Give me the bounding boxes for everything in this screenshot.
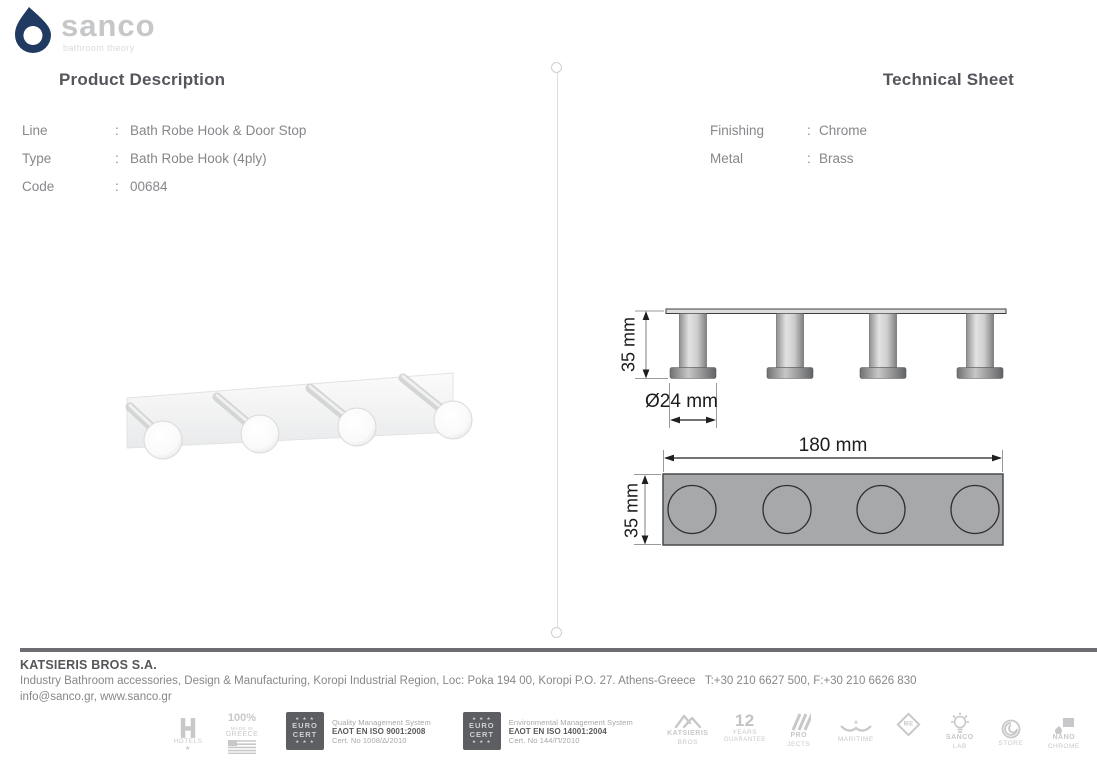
dimension-knob-diameter: Ø24 mm bbox=[645, 391, 718, 412]
me-diamond-icon bbox=[897, 712, 921, 736]
badge-label: GREECE bbox=[225, 731, 259, 739]
eurocert-stars: ★ ★ ★ bbox=[471, 716, 492, 722]
badge-made-in-greece bbox=[220, 712, 264, 754]
mountains-icon bbox=[673, 712, 703, 730]
field-label: Line bbox=[22, 122, 48, 138]
years-number: 12 bbox=[734, 711, 755, 730]
badge-label: JECTS bbox=[787, 740, 811, 748]
dimension-plate-width: 180 mm bbox=[798, 435, 868, 456]
swirl-icon bbox=[1000, 718, 1022, 740]
badge-label: MARITIME bbox=[837, 736, 874, 743]
badge-label: BROS bbox=[677, 738, 698, 746]
star-icon: ★ bbox=[185, 746, 191, 753]
sanco-logo bbox=[12, 5, 156, 55]
field-row-line bbox=[22, 116, 306, 144]
field-separator: : bbox=[115, 150, 119, 166]
cert-number: Cert. No 144/Π/2010 bbox=[508, 735, 580, 745]
page-title-technical-sheet: Technical Sheet bbox=[882, 70, 1014, 89]
footer-divider-bar bbox=[20, 648, 1097, 652]
badge-label: YEARS bbox=[732, 729, 758, 736]
badge-store bbox=[991, 712, 1031, 748]
eurocert-stars: ★ ★ ★ bbox=[471, 738, 492, 744]
badge-label: PRO bbox=[790, 732, 808, 739]
logo-text bbox=[61, 5, 156, 53]
field-label: Code bbox=[22, 178, 55, 194]
badge-maritime bbox=[831, 712, 881, 744]
field-separator: : bbox=[807, 122, 811, 138]
field-value: Bath Robe Hook & Door Stop bbox=[130, 122, 307, 138]
cert-standard: ΕΛΟΤ EN ISO 9001:2008 bbox=[332, 726, 426, 736]
dimension-plate-height: 35 mm bbox=[621, 483, 642, 539]
eurocert-word: EURO bbox=[468, 721, 495, 731]
footer-contacts: info@sanco.gr, www.sanco.gr bbox=[20, 691, 172, 703]
field-label: Metal bbox=[710, 150, 744, 166]
page-title-product-description: Product Description bbox=[59, 70, 226, 89]
nano-chrome-icon bbox=[1053, 718, 1075, 734]
field-value: Brass bbox=[819, 150, 854, 166]
cert-number: Cert. No 1008/Δ/2010 bbox=[332, 735, 407, 745]
field-separator: : bbox=[807, 150, 811, 166]
field-separator: : bbox=[115, 178, 119, 194]
badge-projects bbox=[779, 712, 819, 749]
eurocert-word: CERT bbox=[292, 730, 318, 739]
badge-eurocert-environment bbox=[463, 712, 633, 750]
eurocert-text bbox=[509, 718, 633, 745]
eurocert-stars: ★ ★ ★ bbox=[295, 716, 315, 722]
product-photo bbox=[110, 360, 490, 472]
field-row-type bbox=[22, 144, 306, 172]
eurocert-icon bbox=[286, 712, 324, 750]
eurocert-icon bbox=[463, 712, 501, 750]
eurocert-word: CERT bbox=[469, 730, 494, 739]
badge-label: CHROME bbox=[1047, 742, 1080, 750]
badge-label: STORE bbox=[998, 740, 1024, 747]
slashes-icon bbox=[787, 712, 811, 732]
technical-drawing bbox=[600, 290, 1070, 560]
footer-address: Industry Bathroom accessories, Design & Manufacturing, Koropi Industrial Region, Loc: Poka 194 00, Koropi P.O. 27. Athens-Greece T:+30 210 6627 500, F:+30 210 6626 830 bbox=[20, 675, 917, 687]
badge-sanco-lab bbox=[939, 712, 981, 751]
sanco-droplet-icon bbox=[12, 5, 54, 55]
badge-label: KATSIERIS bbox=[667, 730, 709, 737]
cert-title: Quality Management System bbox=[332, 717, 431, 727]
cert-standard: ΕΛΟΤ EN ISO 14001:2004 bbox=[508, 726, 607, 736]
badge-label: SANCO bbox=[945, 734, 974, 741]
product-description-fields bbox=[22, 116, 306, 200]
badge-me bbox=[889, 712, 929, 739]
brand-tagline: bathroom theory bbox=[63, 42, 135, 53]
technical-sheet-fields bbox=[710, 116, 867, 172]
cert-title: Environmental Management System bbox=[508, 717, 633, 727]
badge-label: ME bbox=[903, 720, 914, 727]
divider-line bbox=[557, 73, 558, 627]
dimension-side-height: 35 mm bbox=[618, 317, 639, 373]
divider-dot-bottom bbox=[551, 627, 562, 638]
badge-hotels bbox=[168, 712, 208, 754]
brand-name: sanco bbox=[61, 8, 156, 43]
eurocert-stars: ★ ★ ★ bbox=[295, 738, 315, 744]
field-value: Chrome bbox=[819, 122, 868, 138]
eurocert-word: EURO bbox=[292, 721, 318, 731]
certification-badges-row bbox=[168, 712, 1087, 754]
field-value: Bath Robe Hook (4ply) bbox=[130, 150, 267, 166]
field-label: Finishing bbox=[710, 122, 765, 138]
maritime-bird-icon bbox=[839, 720, 873, 736]
eurocert-text bbox=[332, 718, 431, 745]
badge-label: LAB bbox=[952, 742, 967, 750]
field-value: 00684 bbox=[130, 178, 168, 194]
lightbulb-icon bbox=[948, 712, 972, 734]
divider-dot-top bbox=[551, 62, 562, 73]
badge-12-years bbox=[725, 712, 765, 745]
badge-nano-chrome bbox=[1041, 712, 1087, 751]
badge-label: NANO bbox=[1052, 734, 1076, 741]
footer-company-name: KATSIERIS BROS S.A. bbox=[20, 658, 157, 672]
greek-flag-icon bbox=[228, 740, 256, 754]
hotels-h-icon bbox=[179, 718, 197, 738]
field-row-finishing bbox=[710, 116, 867, 144]
badge-katsieris-bros bbox=[665, 712, 711, 747]
badge-label: MADE IN bbox=[230, 725, 254, 731]
field-row-code bbox=[22, 172, 306, 200]
field-label: Type bbox=[22, 150, 52, 166]
field-separator: : bbox=[115, 122, 119, 138]
field-row-metal bbox=[710, 144, 867, 172]
badge-label: GUARANTEE bbox=[723, 737, 766, 744]
badge-label: 100% bbox=[227, 712, 257, 724]
badge-label: HOTELS bbox=[173, 738, 203, 745]
badge-eurocert-quality bbox=[286, 712, 431, 750]
